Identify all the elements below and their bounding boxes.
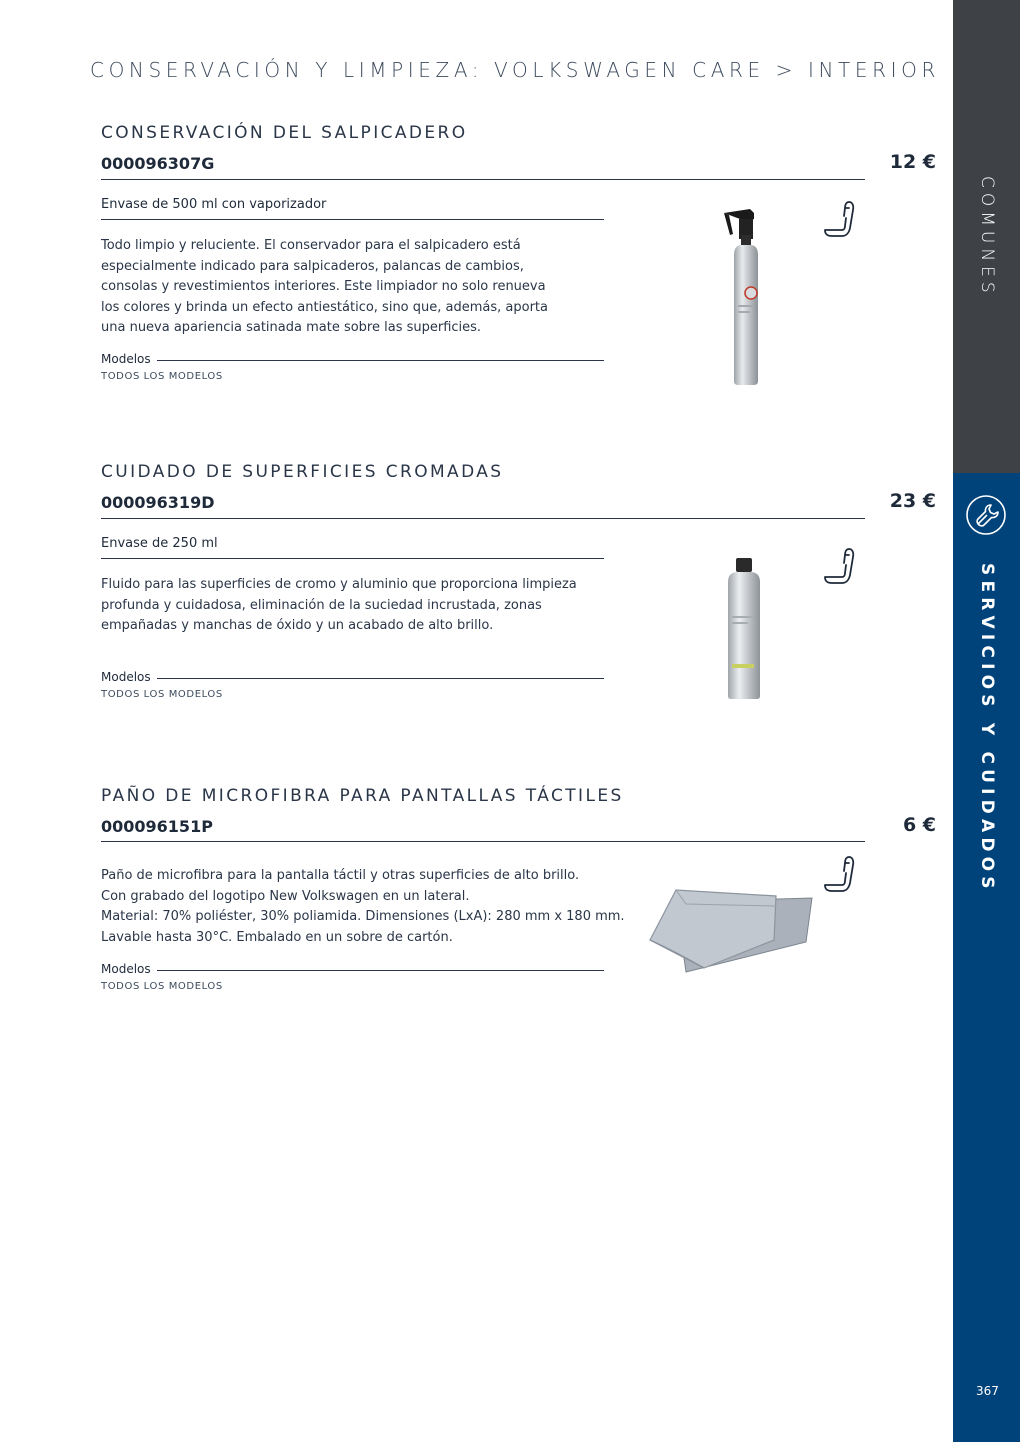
page-number: 367 xyxy=(976,1384,999,1398)
models-label: Modelos xyxy=(101,352,157,366)
product-title: CUIDADO DE SUPERFICIES CROMADAS xyxy=(101,462,504,482)
models-value: TODOS LOS MODELOS xyxy=(101,981,223,992)
sidebar-label-common: COMUNES xyxy=(977,176,997,298)
models-label: Modelos xyxy=(101,670,157,684)
product-code: 000096151P xyxy=(101,817,213,836)
divider xyxy=(101,219,604,220)
divider xyxy=(101,179,865,180)
product-code: 000096307G xyxy=(101,154,215,173)
divider xyxy=(101,558,604,559)
car-seat-icon xyxy=(822,547,858,587)
description-line: especialmente indicado para salpicaderos, palancas de cambios, xyxy=(101,258,524,274)
product-subtitle: Envase de 500 ml con vaporizador xyxy=(101,197,327,212)
product-price: 23 € xyxy=(889,490,936,512)
product-code: 000096319D xyxy=(101,493,215,512)
models-value: TODOS LOS MODELOS xyxy=(101,689,223,700)
description-line: Material: 70% poliéster, 30% poliamida. Dimensiones (LxA): 280 mm x 180 mm. xyxy=(101,909,625,925)
description-line: Fluido para las superficies de cromo y aluminio que proporciona limpieza xyxy=(101,577,577,592)
product-subtitle: Envase de 250 ml xyxy=(101,536,218,551)
description-line: Todo limpio y reluciente. El conservador para el salpicadero está xyxy=(101,238,521,253)
description-line: consolas y revestimientos interiores. Este limpiador no solo renueva xyxy=(101,279,546,295)
page-title: CONSERVACIÓN Y LIMPIEZA: VOLKSWAGEN CARE > INTERIOR xyxy=(90,58,940,82)
product-title: CONSERVACIÓN DEL SALPICADERO xyxy=(101,123,468,143)
description-line: Paño de microfibra para la pantalla táctil y otras superficies de alto brillo. xyxy=(101,868,580,883)
product-image-bottle xyxy=(722,556,766,700)
models-label: Modelos xyxy=(101,962,157,976)
product-description xyxy=(101,236,611,339)
description-line: Con grabado del logotipo New Volkswagen en un lateral. xyxy=(101,888,470,904)
models-row xyxy=(101,670,604,684)
sidebar-label-services: SERVICIOS Y CUIDADOS xyxy=(977,563,997,894)
description-line: una nueva apariencia satinada mate sobre las superficies. xyxy=(101,320,482,336)
models-row xyxy=(101,962,604,976)
car-seat-icon xyxy=(822,855,858,895)
product-price: 12 € xyxy=(889,151,936,173)
models-row xyxy=(101,352,604,366)
product-price: 6 € xyxy=(902,814,936,836)
description-line: profunda y cuidadosa, eliminación de la suciedad incrustada, zonas xyxy=(101,597,542,613)
product-image-microfiber-cloth xyxy=(646,880,818,978)
divider xyxy=(101,518,865,519)
product-title: PAÑO DE MICROFIBRA PARA PANTALLAS TÁCTILES xyxy=(101,786,624,806)
divider xyxy=(101,841,865,842)
product-description xyxy=(101,866,625,948)
description-line: los colores y brinda un efecto antiestático, sino que, además, aporta xyxy=(101,299,548,315)
product-description xyxy=(101,575,611,637)
car-seat-icon xyxy=(822,200,858,240)
description-line: Lavable hasta 30°C. Embalado en un sobre de cartón. xyxy=(101,929,453,945)
wrench-icon xyxy=(965,494,1007,536)
models-value: TODOS LOS MODELOS xyxy=(101,371,223,382)
product-image-spray-bottle xyxy=(720,205,780,387)
description-line: empañadas y manchas de óxido y un acabado de alto brillo. xyxy=(101,618,494,634)
